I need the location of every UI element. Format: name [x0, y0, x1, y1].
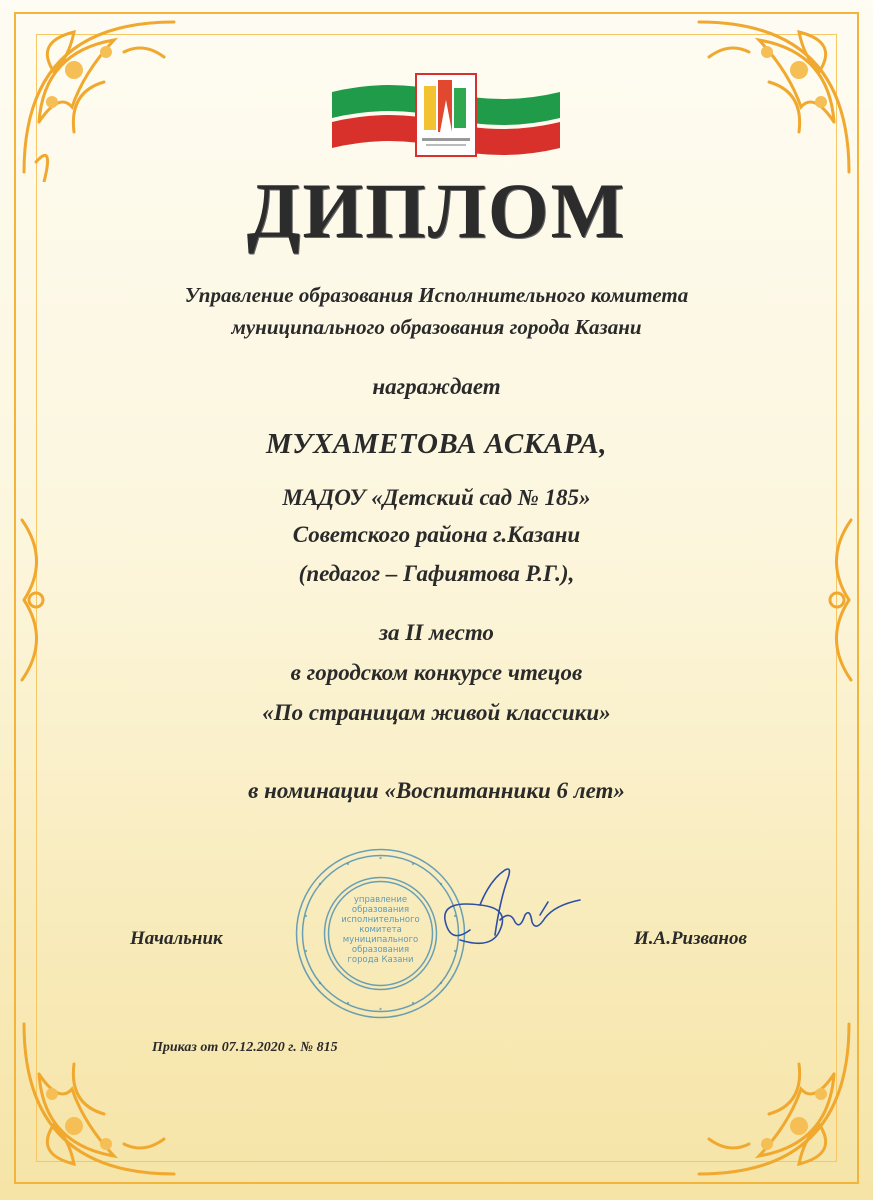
stamp-line-4: комитета	[359, 925, 402, 935]
issuer-line-2: муниципального образования города Казани	[231, 315, 642, 339]
stamp-line-5: муниципального	[342, 935, 419, 945]
reason-line-3: «По страницам живой классики»	[262, 700, 611, 725]
corner-ornament-top-left	[14, 12, 184, 182]
corner-ornament-bottom-right	[689, 1014, 859, 1184]
nomination-text: в номинации «Воспитанники 6 лет»	[248, 778, 625, 803]
stamp-line-2: образования	[351, 905, 410, 915]
organization-line-2: Советского района г.Казани	[292, 522, 581, 547]
order-reference: Приказ от 07.12.2020 г. № 815	[152, 1040, 338, 1055]
awards-text: награждает	[372, 374, 501, 399]
handwritten-signature	[440, 860, 590, 960]
diploma-title: ДИПЛОМ	[246, 167, 627, 254]
organization-line-1: МАДОУ «Детский сад № 185»	[282, 485, 591, 510]
signer-role: Начальник	[130, 928, 223, 949]
organization-line-3: (педагог – Гафиятова Р.Г.),	[298, 561, 575, 586]
reason-line-1: за II место	[379, 620, 494, 645]
stamp-line-3: исполнительного	[341, 915, 420, 925]
reason-line-2: в городском конкурсе чтецов	[290, 660, 583, 685]
recipient-name: МУХАМЕТОВА АСКАРА,	[266, 428, 607, 460]
stamp-line-6: образования	[351, 945, 410, 955]
flag-emblem-logo	[330, 70, 562, 160]
stamp-line-7: города Казани	[347, 955, 414, 965]
corner-ornament-top-right	[689, 12, 859, 182]
issuer-line-1: Управление образования Исполнительного комитета	[184, 283, 689, 307]
signer-name: И.А.Ризванов	[634, 928, 747, 949]
stamp-line-1: управление	[353, 895, 408, 905]
